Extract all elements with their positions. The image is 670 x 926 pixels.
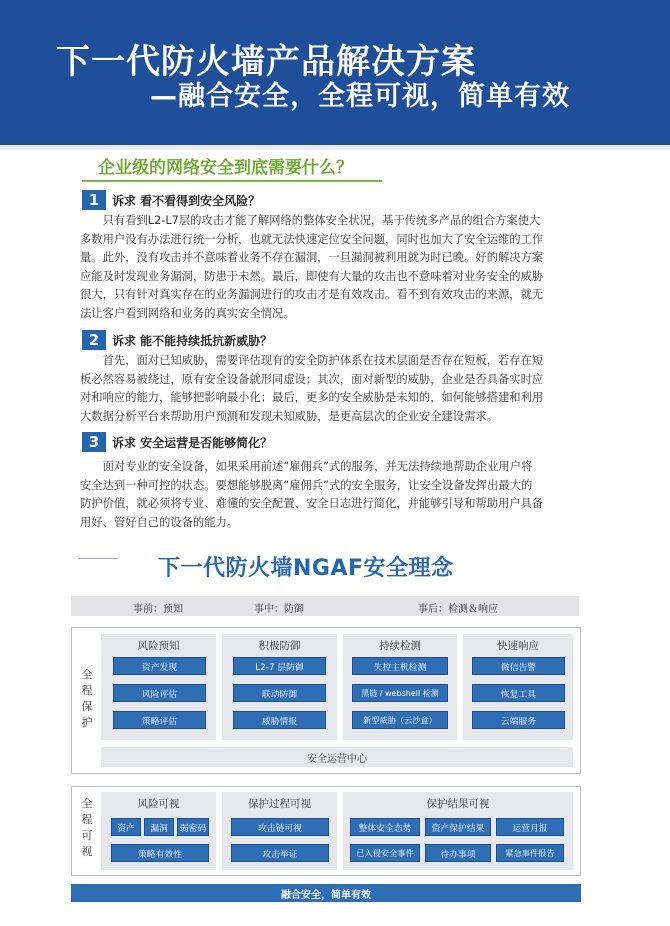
diagram-title: 下一代防火墙NGAF安全理念 xyxy=(158,556,454,581)
visibility-label: 全程可视 xyxy=(81,797,93,858)
paragraph-line: 用好、管好自己的设备的能力。 xyxy=(80,515,239,529)
chip-recovery-tool: 恢复工具 xyxy=(472,684,565,702)
page-subtitle: —融合安全，全程可视，简单有效 xyxy=(150,81,570,112)
section-heading-text: 诉求 安全运营是否能够简化？ xyxy=(112,435,273,450)
group-title: 风险可视 xyxy=(137,798,180,810)
section-number-badge: 3 xyxy=(82,432,106,452)
chip-cloud-service: 云端服务 xyxy=(472,711,565,729)
chip-blacklink-webshell: 黑链 / webshell 检测 xyxy=(352,684,448,702)
section-2-heading xyxy=(82,330,272,350)
column-title: 持续检测 xyxy=(379,640,421,652)
question-heading: 企业级的网络安全到底需要什么？ xyxy=(98,158,353,178)
chip-wechat-alert: 微信告警 xyxy=(472,657,565,675)
chip-policy-effectiveness: 策略有效性 xyxy=(111,844,209,862)
section-1-paragraph xyxy=(80,212,590,324)
chip-new-threat-sandbox: 新型威胁（云沙盒） xyxy=(352,711,448,729)
chip-l2-7-defense: L2-7 层防御 xyxy=(233,657,326,675)
phase-bar xyxy=(71,596,579,616)
chip-overall-posture: 整体安全态势 xyxy=(350,818,420,836)
protection-label: 全程保护 xyxy=(81,668,93,729)
header-divider xyxy=(0,145,670,150)
paragraph-line: 安全达到一种可控的状态。要想能够脱离“雇佣兵”式的安全服务，让安全设备发挥出最大的 xyxy=(80,478,533,492)
question-underline xyxy=(82,180,382,182)
paragraph-line: 防护价值，就必须将专业、难懂的安全配置、安全日志进行简化，并能够引导和帮助用户具备 xyxy=(80,497,544,511)
paragraph-line: 大数据分析平台来帮助用户预测和发现未知威胁，是更高层次的企业安全建设需求。 xyxy=(80,409,498,423)
section-number-badge: 2 xyxy=(82,330,106,350)
paragraph-line: 量。此外，没有攻击并不意味着业务不存在漏洞，一旦漏洞被利用就为时已晚。好的解决方案 xyxy=(80,251,544,265)
group-title: 保护过程可视 xyxy=(248,798,311,810)
paragraph-line: 板必然容易被绕过，原有安全设备就形同虚设；其次，面对新型的威胁，企业是否具备实时应 xyxy=(80,372,544,386)
section-3-paragraph xyxy=(80,458,590,532)
chip-monthly-report: 运营月报 xyxy=(496,818,564,836)
chip-asset: 资产 xyxy=(111,818,141,836)
paragraph-line: 多数用户没有办法进行统一分析，也就无法快速定位安全问题，同时也加大了安全运维的工作 xyxy=(80,232,544,246)
chip-threat-intel: 威胁情报 xyxy=(233,711,326,729)
paragraph-line: 法让客户看到网络和业务的真实安全情况。 xyxy=(80,306,295,320)
section-heading-text: 诉求 能不能持续抵抗新威胁？ xyxy=(112,333,273,348)
chip-vulnerability: 漏洞 xyxy=(144,818,174,836)
paragraph-line: 面对专业的安全设备，如果采用前述“雇佣兵”式的服务，并无法持续地帮助企业用户将 xyxy=(102,460,533,473)
column-title: 快速响应 xyxy=(497,640,539,652)
header-banner xyxy=(0,0,670,145)
paragraph-line: 对和响应的能力，能够把影响最小化；最后，更多的安全威胁是未知的，如何能够搭建和利用 xyxy=(80,391,544,405)
chip-weak-password: 弱密码 xyxy=(177,818,209,836)
chip-attack-chain-visible: 攻击链可视 xyxy=(231,818,329,836)
security-operations-center: 安全运营中心 xyxy=(101,747,573,767)
chip-linkage-defense: 联动防御 xyxy=(233,684,326,702)
paragraph-line: 应能及时发现业务漏洞，防患于未然。最后，即使有大量的攻击也不意味着对业务安全的威胁 xyxy=(80,269,544,283)
section-heading-text: 诉求 看不看得到安全风险？ xyxy=(112,193,261,208)
section-number-badge: 1 xyxy=(82,190,106,210)
group-title: 保护结果可视 xyxy=(426,798,490,810)
paragraph-line: 只有看到L2-L7层的攻击才能了解网络的整体安全状况，基于传统多产品的组合方案使大 xyxy=(102,214,541,227)
chip-compromised-host: 失控主机检测 xyxy=(352,657,448,675)
chip-risk-assessment: 风险评估 xyxy=(113,684,206,702)
column-title: 积极防御 xyxy=(258,640,301,652)
column-title: 风险预知 xyxy=(137,640,180,652)
chip-attack-evidence: 攻击举证 xyxy=(231,844,329,862)
diagram-title-dash xyxy=(78,558,118,559)
section-1-heading xyxy=(82,190,260,210)
phase-before: 事前：预知 xyxy=(133,604,183,615)
chip-urgent-event-report: 紧急事件报告 xyxy=(496,844,564,862)
paragraph-line: 很大，只有针对真实存在的业务漏洞进行的攻击才是有效攻击。看不到有效攻击的来源，就无 xyxy=(80,288,544,302)
chip-asset-protection-result: 资产保护结果 xyxy=(425,818,491,836)
paragraph-line: 首先，面对已知威胁，需要评估现有的安全防护体系在技术层面是否存在短板，若存在短 xyxy=(102,354,544,367)
page-title: 下一代防火墙产品解决方案 xyxy=(56,42,476,82)
phase-during: 事中：防御 xyxy=(254,604,304,615)
chip-intruded-events: 已入侵安全事件 xyxy=(350,844,420,862)
chip-asset-discovery: 资产发现 xyxy=(113,657,206,675)
footer-slogan-bar: 融合安全，简单有效 xyxy=(71,884,581,902)
chip-policy-assessment: 策略评估 xyxy=(113,711,206,729)
section-2-paragraph xyxy=(80,352,590,426)
phase-after: 事后：检测＆响应 xyxy=(418,604,498,615)
section-3-heading xyxy=(82,432,272,452)
chip-todo-items: 待办事项 xyxy=(425,844,491,862)
